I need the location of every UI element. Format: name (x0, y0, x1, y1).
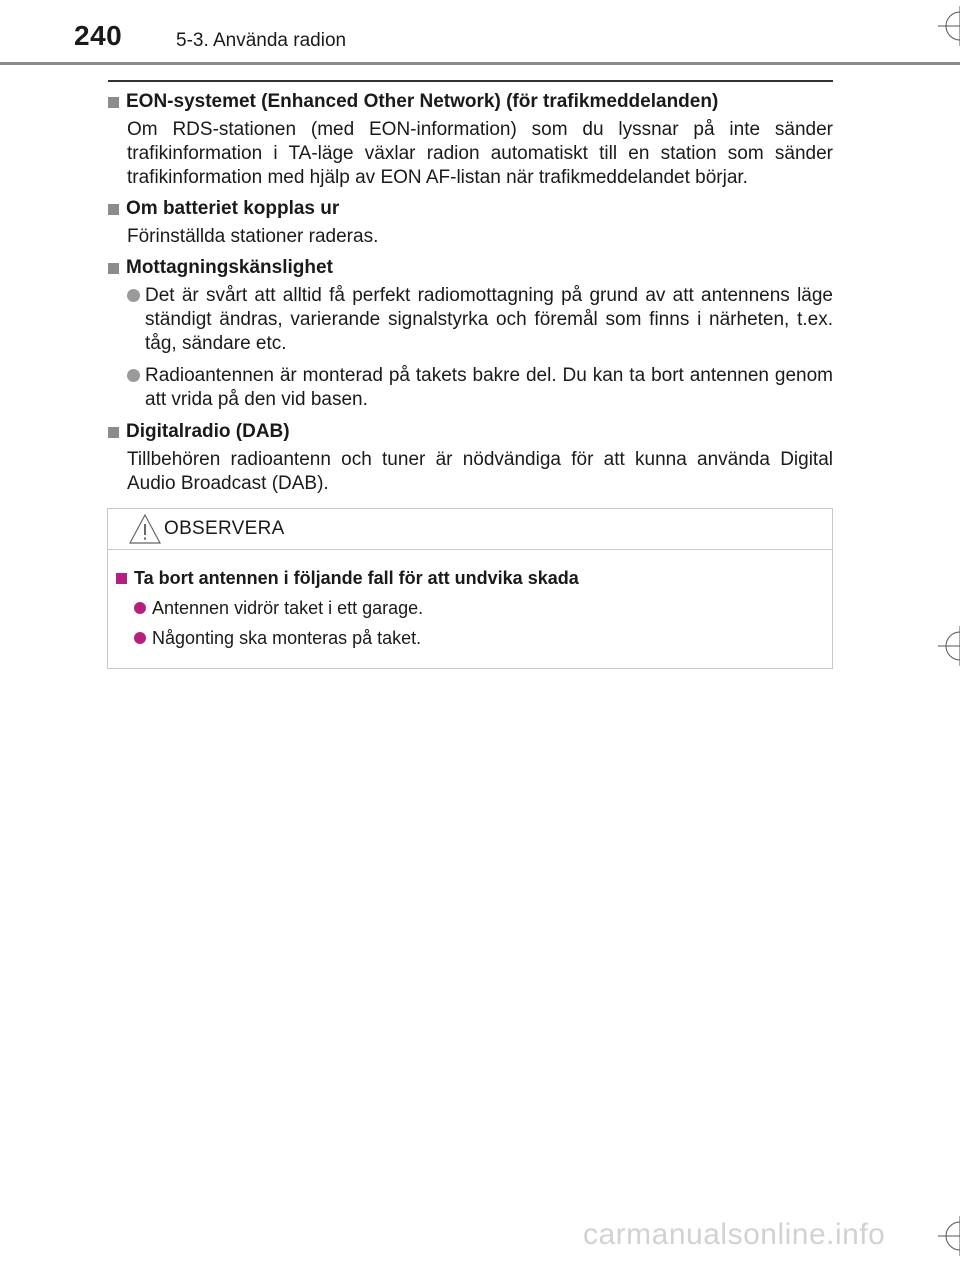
section-heading-text: Om batteriet kopplas ur (126, 198, 340, 219)
section-heading-text: Mottagningskänslighet (126, 257, 333, 278)
list-item (127, 364, 833, 412)
list-item-text: Radioantennen är monterad på takets bakre del. Du kan ta bort antennen genom att vrida på den vid basen. (145, 365, 833, 410)
section-heading (108, 90, 833, 114)
section-paragraph: Tillbehören radioantenn och tuner är nödvändiga för att kunna använda Digital Audio Broadcast (DAB). (127, 449, 833, 494)
list-item-text: Det är svårt att alltid få perfekt radiomottagning på grund av att antennens läge ständigt ändras, varierande signalstyrka och föremål som finns i närheten, t.ex. tåg, sändare etc. (145, 285, 833, 354)
notice-header (108, 509, 832, 550)
main-content (108, 90, 833, 503)
section-paragraph: Om RDS-stationen (med EON-information) som du lyssnar på inte sänder trafikinformation i TA-läge växlar radion automatiskt till en station som sänder trafikinformation med hjälp av EON AF-listan när trafikmeddelandet börjar. (127, 119, 833, 188)
section-dab (108, 420, 833, 496)
section-heading (108, 256, 833, 280)
square-bullet-icon (108, 204, 119, 215)
circle-bullet-icon (134, 632, 146, 644)
warning-triangle-icon (128, 513, 162, 545)
square-bullet-icon (108, 427, 119, 438)
section-heading (108, 420, 833, 444)
square-bullet-icon (116, 573, 127, 584)
list-item (134, 626, 832, 650)
registration-mark-icon (938, 1216, 960, 1256)
registration-mark-icon (938, 626, 960, 666)
circle-bullet-icon (127, 289, 140, 302)
content-top-rule (108, 80, 833, 82)
section-heading (108, 197, 833, 221)
section-paragraph: Förinställda stationer raderas. (127, 226, 379, 247)
list-item (134, 596, 832, 620)
notice-body (108, 550, 832, 650)
registration-mark-icon (938, 6, 960, 46)
watermark: carmanualsonline.info (583, 1218, 886, 1251)
section-title: 5-3. Använda radion (176, 30, 347, 51)
circle-bullet-icon (127, 369, 140, 382)
page-number: 240 (74, 20, 123, 51)
notice-box (107, 508, 833, 669)
list-item-text: Antennen vidrör taket i ett garage. (152, 598, 424, 618)
notice-title: OBSERVERA (164, 518, 285, 539)
notice-heading (116, 566, 832, 590)
header-rule (0, 62, 960, 65)
square-bullet-icon (108, 97, 119, 108)
section-reception (108, 256, 833, 412)
section-battery (108, 197, 833, 249)
circle-bullet-icon (134, 602, 146, 614)
section-heading-text: EON-systemet (Enhanced Other Network) (för trafikmeddelanden) (126, 91, 719, 112)
section-eon (108, 90, 833, 190)
notice-heading-text: Ta bort antennen i följande fall för att undvika skada (134, 568, 579, 588)
square-bullet-icon (108, 263, 119, 274)
section-heading-text: Digitalradio (DAB) (126, 421, 290, 442)
list-item-text: Någonting ska monteras på taket. (152, 628, 422, 648)
list-item (127, 284, 833, 356)
